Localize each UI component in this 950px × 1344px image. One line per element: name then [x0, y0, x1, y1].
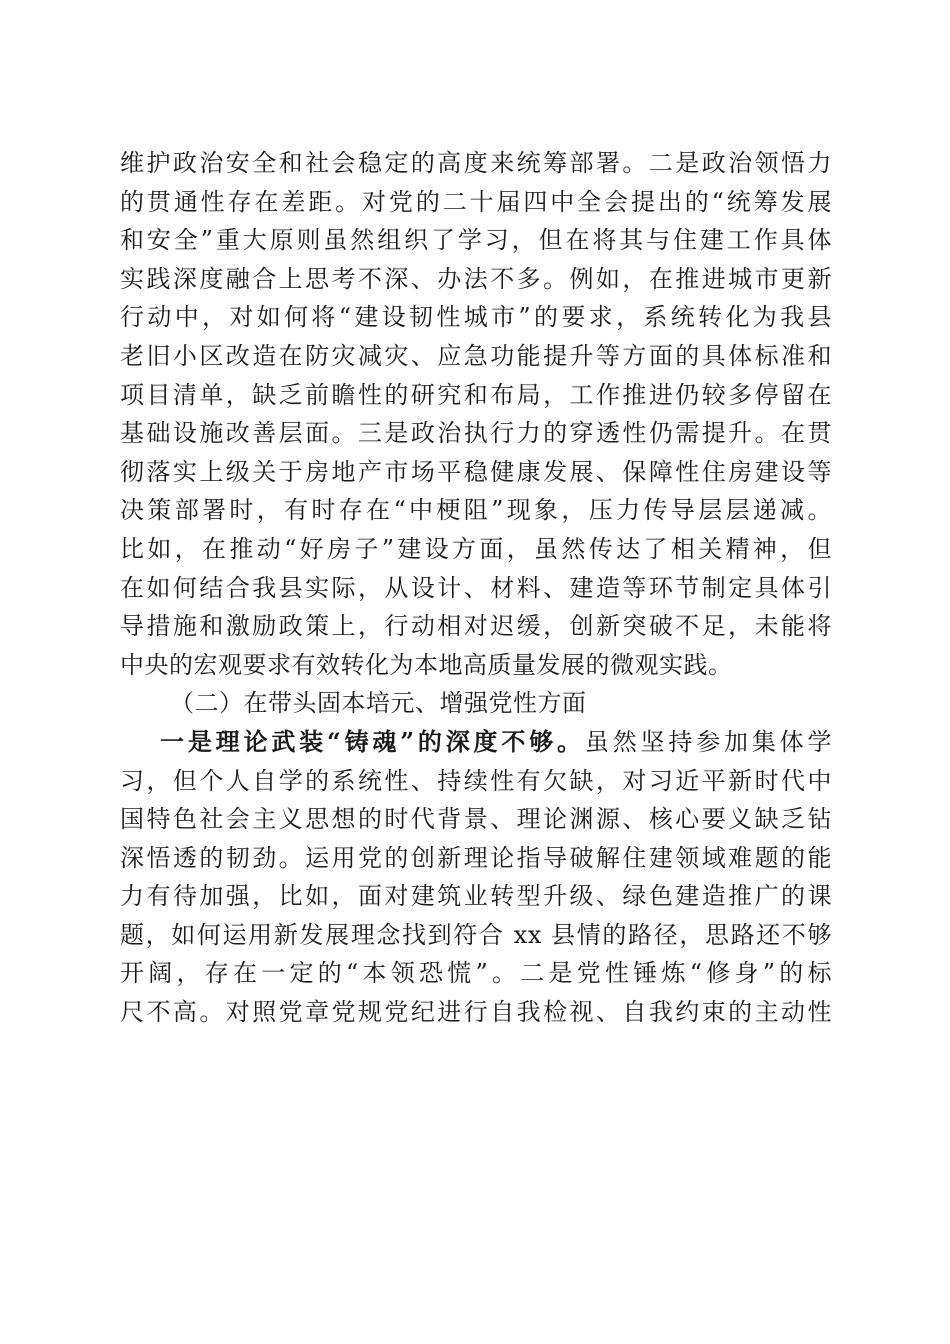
text-line: 的贯通性存在差距。对党的二十届四中全会提出的“统筹发展 — [120, 187, 832, 216]
text-line: 深悟透的韧劲。运用党的创新理论指导破解住建领域难题的能 — [120, 843, 832, 872]
text-line: 开阔，存在一定的“本领恐慌”。二是党性锤炼“修身”的标 — [120, 959, 832, 988]
text-line: 维护政治安全和社会稳定的高度来统筹部署。二是政治领悟力 — [120, 149, 832, 177]
text-line: 中央的宏观要求有效转化为本地高质量发展的微观实践。 — [120, 650, 733, 679]
text-line: 题，如何运用新发展理念找到符合 xx 县情的路径，思路还不够 — [120, 920, 832, 949]
section-heading: （二）在带头固本培元、增强党性方面 — [170, 689, 587, 718]
text-line: 实践深度融合上思考不深、办法不多。例如，在推进城市更新 — [120, 264, 832, 293]
text-line: 老旧小区改造在防灾减灾、应急功能提升等方面的具体标准和 — [120, 341, 832, 370]
text-line: 力有待加强，比如，面对建筑业转型升级、绿色建造推广的课 — [120, 882, 832, 911]
text-line: 项目清单，缺乏前瞻性的研究和布局，工作推进仍较多停留在 — [120, 380, 832, 409]
paragraph-lead-line — [120, 723, 832, 762]
paragraph-lead-rest: 虽然坚持参加集体学 — [584, 727, 833, 756]
document-body — [120, 144, 832, 1032]
paragraph-lead-bold: 一是理论武装“铸魂”的深度不够。 — [160, 726, 585, 756]
text-line: 和安全”重大原则虽然组织了学习，但在将其与住建工作具体 — [120, 226, 832, 255]
text-line: 习，但个人自学的系统性、持续性有欠缺，对习近平新时代中 — [120, 766, 832, 795]
text-line: 国特色社会主义思想的时代背景、理论渊源、核心要义缺乏钻 — [120, 805, 832, 834]
text-line: 行动中，对如何将“建设韧性城市”的要求，系统转化为我县 — [120, 303, 832, 332]
text-line: 尺不高。对照党章党规党纪进行自我检视、自我约束的主动性 — [120, 998, 832, 1027]
text-line: 基础设施改善层面。三是政治执行力的穿透性仍需提升。在贯 — [120, 419, 832, 448]
text-line: 导措施和激励政策上，行动相对迟缓，创新突破不足，未能将 — [120, 612, 832, 641]
text-line: 比如，在推动“好房子”建设方面，虽然传达了相关精神，但 — [120, 534, 832, 563]
text-line: 在如何结合我县实际，从设计、材料、建造等环节制定具体引 — [120, 573, 832, 602]
text-line: 决策部署时，有时存在“中梗阻”现象，压力传导层层递减。 — [120, 496, 832, 525]
text-line: 彻落实上级关于房地产市场平稳健康发展、保障性住房建设等 — [120, 457, 832, 486]
